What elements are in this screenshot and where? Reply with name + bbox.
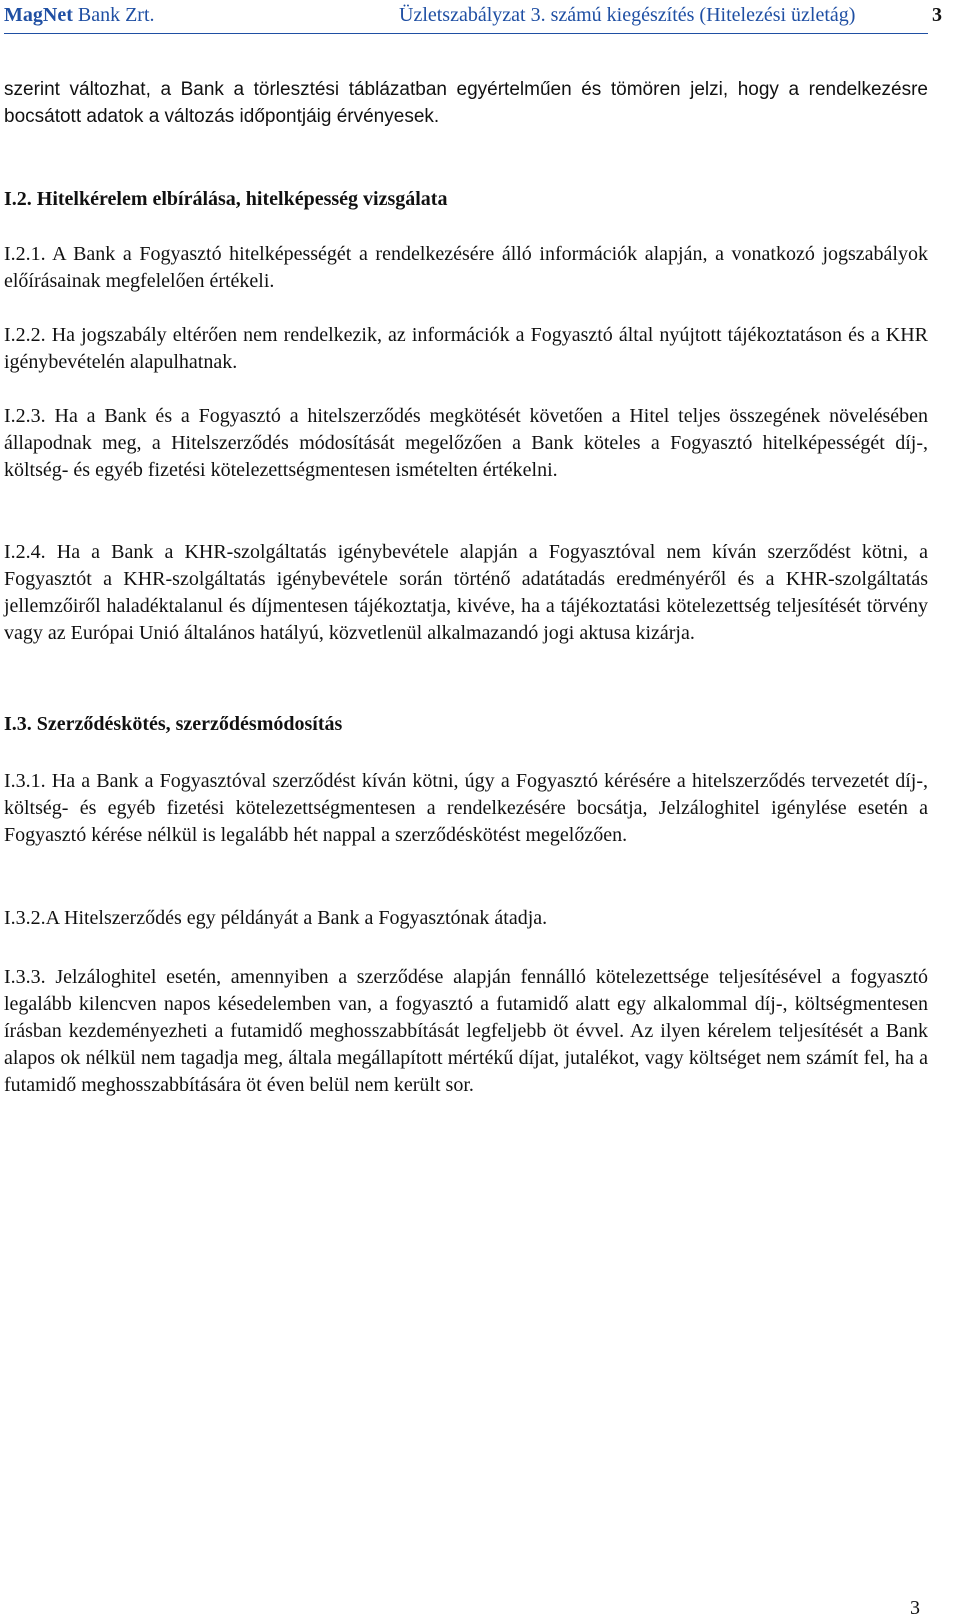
document-title: Üzletszabályzat 3. számú kiegészítés (Hitelezési üzletág) [399, 4, 856, 26]
paragraph-i2-2: I.2.2. Ha jogszabály eltérően nem rendelkezik, az információk a Fogyasztó által nyújtott tájékoztatáson és a KHR igénybevételén alapulhatnak. [4, 324, 928, 373]
continuation-paragraph: szerint változhat, a Bank a törlesztési táblázatban egyértelműen és tömören jelzi, hogy a rendelkezésre bocsátott adatok a változás időpontjáig érvényesek. [4, 79, 928, 127]
company-name-bold: MagNet [4, 4, 73, 26]
company-name-rest: Bank Zrt. [72, 4, 155, 26]
paragraph-i3-1: I.3.1. Ha a Bank a Fogyasztóval szerződést kíván kötni, úgy a Fogyasztó kérésére a hitelszerződés tervezetét díj-, költség- és egyéb fizetési kötelezettségmentesen a rendelkezésére bocsátja, Jelzáloghitel igénylése esetén a Fogyasztó kérése nélkül is legalább hét nappal a szerződéskötést megelőzően. [4, 770, 928, 846]
paragraph-i2-4: I.2.4. Ha a Bank a KHR-szolgáltatás igénybevétele alapján a Fogyasztóval nem kíván szerződést kötni, a Fogyasztót a KHR-szolgáltatás igénybevétele során történő adatátadás eredményéről és a KHR-szolgáltatás jellemzőiről haladéktalanul és díjmentesen tájékoztatja, kivéve, ha a tájékoztatási kötelezettség teljesítését törvény vagy az Európai Unió általános hatályú, közvetlenül alkalmazandó jogi aktusa kizárja. [4, 541, 928, 644]
paragraph-i2-3: I.2.3. Ha a Bank és a Fogyasztó a hitelszerződés megkötését követően a Hitel teljes összegének növelésében állapodnak meg, a Hitelszerződés módosítását megelőzően a Bank köteles a Fogyasztó hitelképességét díj-, költség- és egyéb fizetési kötelezettségmentesen ismételten értékelni. [4, 405, 928, 481]
paragraph-i2-1: I.2.1. A Bank a Fogyasztó hitelképességét a rendelkezésére álló információk alapján, a vonatkozó jogszabályok előírásainak megfelelően értékeli. [4, 243, 928, 292]
header-divider [4, 33, 928, 34]
company-name [4, 4, 155, 27]
footer-page-number: 3 [910, 1597, 920, 1619]
page-header [4, 4, 942, 30]
section-heading-i3: I.3. Szerződéskötés, szerződésmódosítás [4, 713, 343, 735]
section-heading-i2: I.2. Hitelkérelem elbírálása, hitelképesség vizsgálata [4, 188, 448, 210]
paragraph-i3-3: I.3.3. Jelzáloghitel esetén, amennyiben a szerződése alapján fennálló kötelezettsége teljesítésével a fogyasztó legalább kilencven napos késedelemben van, a fogyasztó a futamidő alatt egy alkalommal díj-, költségmentesen írásban kezdeményezheti a futamidő meghosszabbítását legfeljebb öt évvel. Az ilyen kérelem teljesítését a Bank alapos ok nélkül nem tagadja meg, általa megállapított mértékű díjat, jutalékot, vagy költséget nem számít fel, ha a futamidő meghosszabbítására öt éven belül nem került sor. [4, 966, 928, 1096]
header-page-number: 3 [932, 4, 942, 26]
paragraph-i3-2: I.3.2.A Hitelszerződés egy példányát a Bank a Fogyasztónak átadja. [4, 907, 548, 929]
